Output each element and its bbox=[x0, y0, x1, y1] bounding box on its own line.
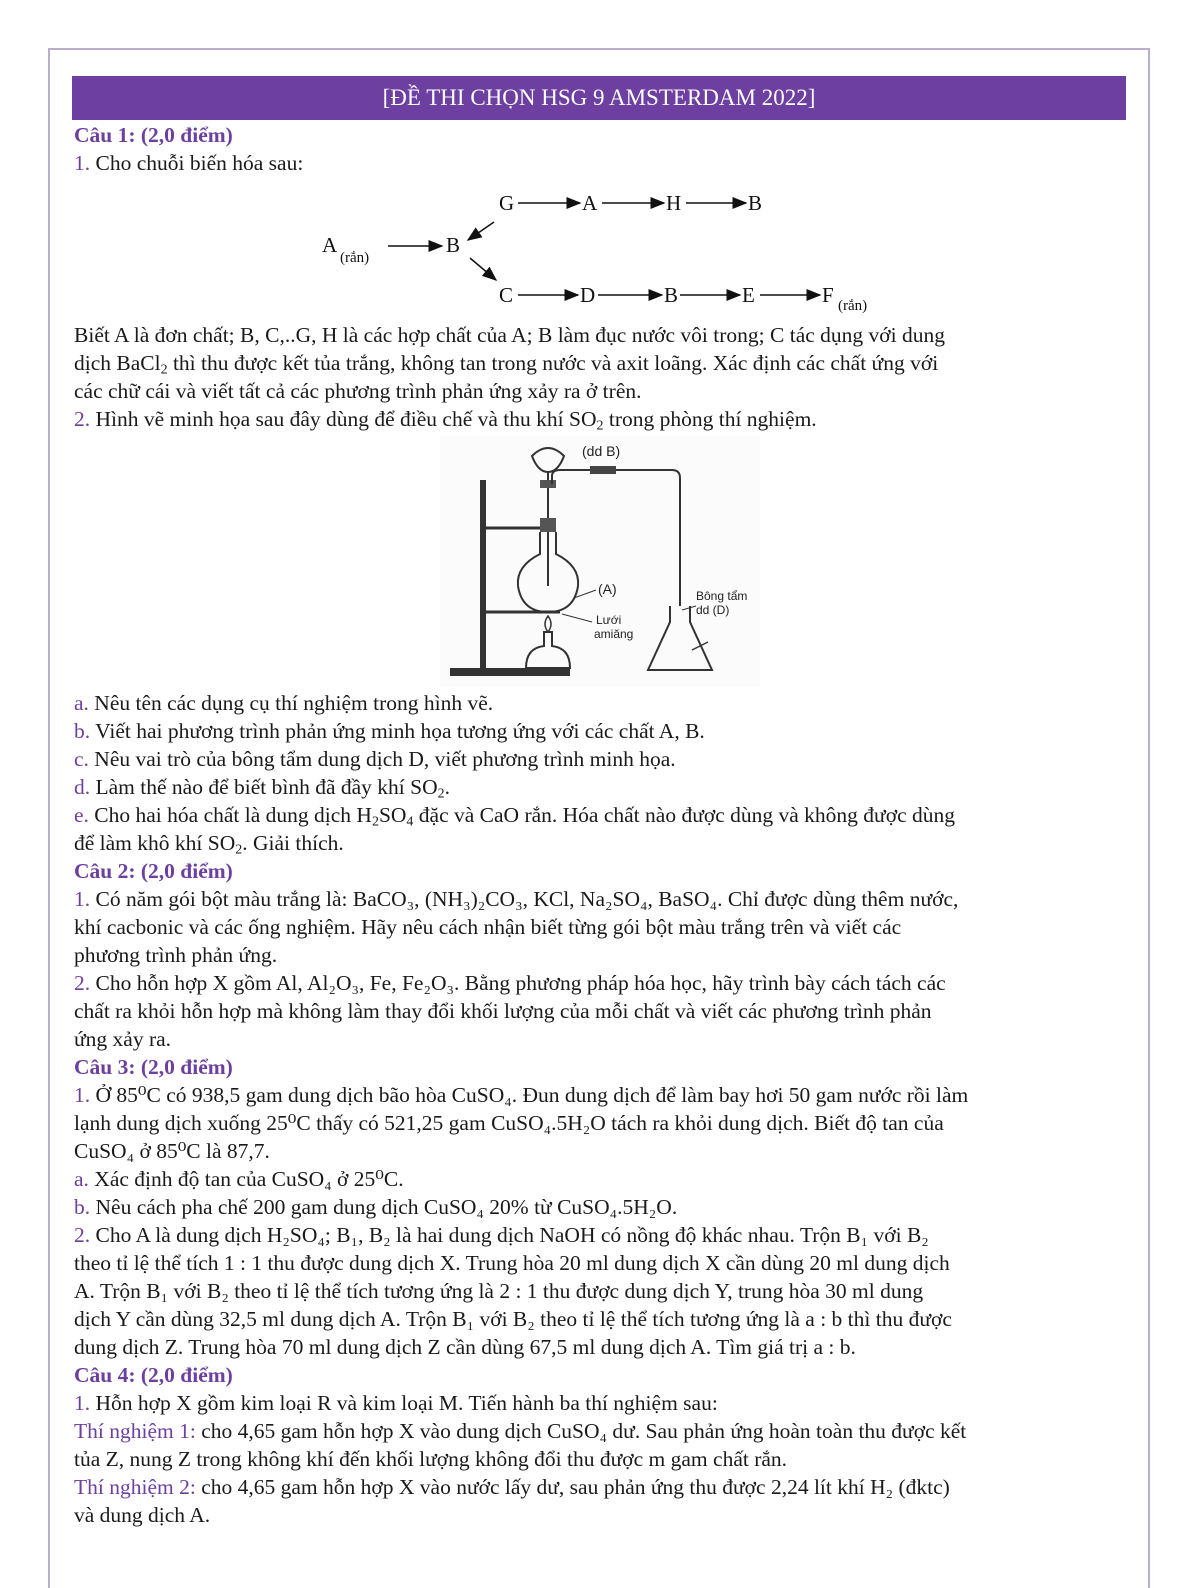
q3-part2-line4: dịch Y cần dùng 32,5 ml dung dịch A. Trộn B₁ với B₂ theo tỉ lệ thể tích tương ứng là a : b thì thu được bbox=[74, 1307, 952, 1331]
scheme-top-B: B bbox=[748, 191, 763, 215]
scheme-F-sub: (rắn) bbox=[838, 298, 868, 314]
q1-item-a: a. Nêu tên các dụng cụ thí nghiệm trong hình vẽ. bbox=[74, 691, 494, 715]
q4-experiment2-line1: Thí nghiệm 2: cho 4,65 gam hỗn hợp X vào nước lấy dư, sau phản ứng thu được 2,24 lít khí H₂ (đktc) bbox=[74, 1475, 950, 1499]
arrow-B-C bbox=[470, 258, 496, 280]
q3-item-a: a. Xác định độ tan của CuSO₄ ở 25⁰C. bbox=[74, 1167, 404, 1191]
q3-part2-line2: theo tỉ lệ thể tích 1 : 1 thu được dung dịch X. Trung hòa 20 ml dung dịch X cần dùng 20 ml dung dịch bbox=[74, 1251, 950, 1275]
question-2-title: Câu 2: (2,0 điểm) bbox=[74, 859, 233, 883]
label-luoi-2: amiăng bbox=[594, 627, 634, 641]
q3-part2-line1: 2. Cho A là dung dịch H₂SO₄; B₁, B₂ là hai dung dịch NaOH có nồng độ khác nhau. Trộn B₁ với B₂ bbox=[74, 1223, 929, 1247]
q1-part2: 2. Hình vẽ minh họa sau đây dùng để điều chế và thu khí $SO_2$ trong phòng thí nghiệm. bbox=[74, 407, 817, 434]
scheme-H: H bbox=[666, 191, 682, 215]
q4-part1: 1. Hỗn hợp X gồm kim loại R và kim loại M. Tiến hành ba thí nghiệm sau: bbox=[74, 1391, 718, 1415]
q1-item-e-line1: e. Cho hai hóa chất là dung dịch $H_2SO_4$ đặc và CaO rắn. Hóa chất nào được dùng và không được dùng bbox=[74, 803, 955, 830]
scheme-A: A bbox=[322, 233, 338, 257]
stand-base bbox=[450, 668, 570, 676]
label-dd-b: (dd B) bbox=[582, 443, 621, 459]
question-1-title: Câu 1: (2,0 điểm) bbox=[74, 123, 233, 147]
question-4-title: Câu 4: (2,0 điểm) bbox=[74, 1363, 233, 1387]
scheme-E: E bbox=[742, 283, 755, 307]
q3-part1-line2: lạnh dung dịch xuống 25⁰C thấy có 521,25 gam CuSO₄.5H₂O tách ra khỏi dung dịch. Biết độ tan của bbox=[74, 1111, 944, 1135]
scheme-A-sub: (rắn) bbox=[340, 250, 370, 266]
q2-part1-line3: phương trình phản ứng. bbox=[74, 943, 278, 967]
q2-part1-line1: 1. Có năm gói bột màu trắng là: BaCO₃, (NH₃)₂CO₃, KCl, Na₂SO₄, BaSO₄. Chỉ được dùng thêm nước, bbox=[74, 887, 959, 911]
arrow-B-G bbox=[468, 222, 494, 240]
q3-item-b: b. Nêu cách pha chế 200 gam dung dịch CuSO₄ 20% từ CuSO₄.5H₂O. bbox=[74, 1195, 678, 1219]
q3-part2-line5: dung dịch Z. Trung hòa 70 ml dung dịch Z cần dùng 67,5 ml dung dịch A. Tìm giá trị a : b. bbox=[74, 1335, 856, 1359]
so2-apparatus-figure bbox=[440, 436, 760, 686]
q1-description-line1: Biết A là đơn chất; B, C,..G, H là các hợp chất của A; B làm đục nước vôi trong; C tác dụng với dung bbox=[74, 323, 945, 347]
q1-item-b: b. Viết hai phương trình phản ứng minh họa tương ứng với các chất A, B. bbox=[74, 719, 705, 743]
q1-description-line3: các chữ cái và viết tất cả các phương trình phản ứng xảy ra ở trên. bbox=[74, 379, 642, 403]
q1-item-e-line2: để làm khô khí $SO_2$. Giải thích. bbox=[74, 831, 344, 858]
q3-part2-line3: A. Trộn B₁ với B₂ theo tỉ lệ thể tích tương ứng là 2 : 1 thu được dung dịch Y, trung hòa 30 ml dung bbox=[74, 1279, 924, 1303]
q4-experiment1-line1: Thí nghiệm 1: cho 4,65 gam hỗn hợp X vào dung dịch CuSO₄ dư. Sau phản ứng hoàn toàn thu được kết bbox=[74, 1419, 967, 1443]
q1-part1 bbox=[74, 150, 303, 176]
q3-part1-line1: 1. Ở 85⁰C có 938,5 gam dung dịch bão hòa CuSO₄. Đun dung dịch để làm bay hơi 50 gam nước rồi làm bbox=[74, 1083, 969, 1107]
scheme-bottom-B: B bbox=[664, 283, 679, 307]
q2-part2-line1: 2. Cho hỗn hợp X gồm Al, Al₂O₃, Fe, Fe₂O₃. Bằng phương pháp hóa học, hãy trình bày cách tách các bbox=[74, 971, 946, 995]
question-3-title: Câu 3: (2,0 điểm) bbox=[74, 1055, 233, 1079]
label-a: (A) bbox=[598, 581, 617, 597]
q1-description-line2: dịch BaCl$_2$ thì thu được kết tủa trắng, không tan trong nước và axit loãng. Xác định các chất ứng với bbox=[74, 351, 939, 378]
q2-part2-line3: ứng xảy ra. bbox=[74, 1027, 172, 1051]
q1-part1-number: 1. bbox=[74, 151, 91, 175]
q1-item-c: c. Nêu vai trò của bông tẩm dung dịch D, viết phương trình minh họa. bbox=[74, 747, 676, 771]
label-bong-2: dd (D) bbox=[696, 603, 730, 617]
q3-part1-line3: CuSO₄ ở 85⁰C là 87,7. bbox=[74, 1139, 270, 1163]
scheme-top-A: A bbox=[582, 191, 598, 215]
scheme-D: D bbox=[580, 283, 596, 307]
scheme-C: C bbox=[499, 283, 514, 307]
q2-part1-line2: khí cacbonic và các ống nghiệm. Hãy nêu cách nhận biết từng gói bột màu trắng trên và viết các bbox=[74, 915, 902, 939]
scheme-G: G bbox=[499, 191, 515, 215]
exam-title-banner: [ĐỀ THI CHỌN HSG 9 AMSTERDAM 2022] bbox=[72, 76, 1126, 120]
scheme-B: B bbox=[446, 233, 461, 257]
q1-item-d: d. Làm thế nào để biết bình đã đầy khí $SO_2$. bbox=[74, 775, 450, 802]
scheme-F: F bbox=[822, 283, 834, 307]
label-luoi-1: Lưới bbox=[596, 613, 622, 627]
stand-rod bbox=[480, 480, 486, 670]
label-bong-1: Bông tẩm bbox=[696, 589, 748, 603]
q4-experiment2-line2: và dung dịch A. bbox=[74, 1503, 211, 1527]
reaction-scheme bbox=[310, 180, 900, 320]
q1-part1-text: Cho chuỗi biến hóa sau: bbox=[95, 151, 304, 175]
q2-part2-line2: chất ra khỏi hỗn hợp mà không làm thay đổi khối lượng của mỗi chất và viết các phương trình phản bbox=[74, 999, 932, 1023]
q4-experiment1-line2: tủa Z, nung Z trong không khí đến khối lượng không đổi thu được m gam chất rắn. bbox=[74, 1447, 788, 1471]
